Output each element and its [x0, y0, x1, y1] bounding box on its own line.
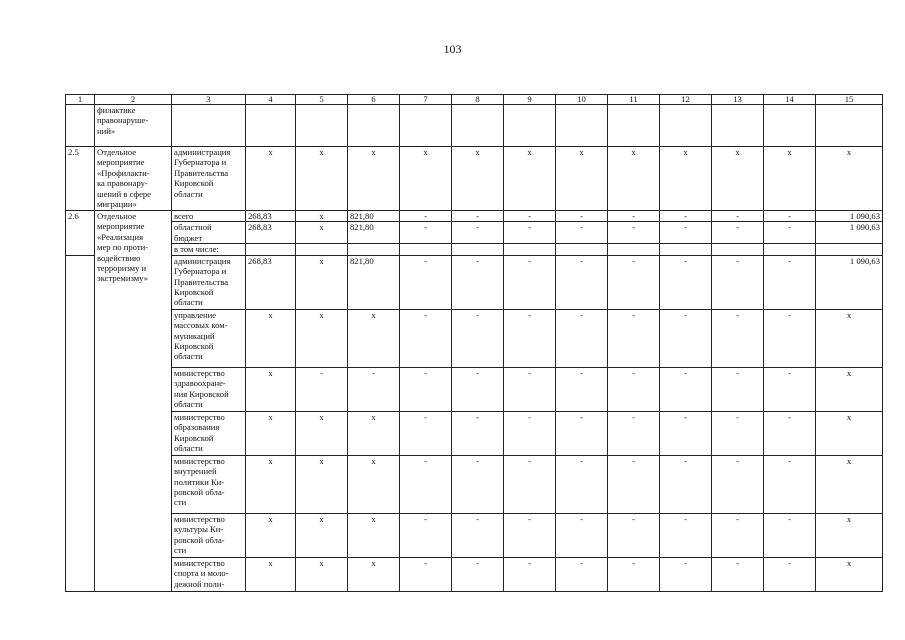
- value-cell: [816, 244, 883, 255]
- value-cell: x: [296, 411, 348, 455]
- value-cell: x: [348, 513, 400, 557]
- budget-table: [65, 94, 883, 592]
- value-cell: -: [504, 211, 556, 222]
- value-cell: -: [712, 367, 764, 411]
- value-cell: -: [764, 255, 816, 309]
- value-cell: -: [504, 309, 556, 367]
- value-cell: -: [400, 411, 452, 455]
- value-cell: x: [246, 455, 296, 513]
- empty-cell: [764, 105, 816, 147]
- value-cell: -: [556, 211, 608, 222]
- value-cell: -: [764, 211, 816, 222]
- column-header: 7: [400, 95, 452, 105]
- row-number-cell: 2.5: [66, 147, 95, 211]
- value-cell: 1 090,63: [816, 211, 883, 222]
- value-cell: -: [764, 367, 816, 411]
- column-header: 12: [660, 95, 712, 105]
- column-header: 11: [608, 95, 660, 105]
- value-cell: [504, 244, 556, 255]
- value-cell: -: [608, 309, 660, 367]
- value-cell: -: [608, 222, 660, 244]
- organization-cell: всего: [172, 211, 246, 222]
- value-cell: -: [400, 222, 452, 244]
- value-cell: [348, 244, 400, 255]
- table-row: [66, 455, 883, 513]
- value-cell: x: [246, 367, 296, 411]
- value-cell: -: [608, 211, 660, 222]
- value-cell: x: [608, 147, 660, 211]
- measure-name-cell: филактике правонаруше- ний»: [95, 105, 172, 147]
- value-cell: -: [764, 513, 816, 557]
- measure-name-cell: Отдельное мероприятие «Реализация мер по проти- водействию терроризму и экстремизму»: [95, 211, 172, 592]
- value-cell: -: [764, 309, 816, 367]
- value-cell: x: [296, 222, 348, 244]
- value-cell: -: [556, 513, 608, 557]
- empty-cell: [246, 105, 296, 147]
- value-cell: -: [452, 222, 504, 244]
- organization-cell: областной бюджет: [172, 222, 246, 244]
- value-cell: x: [556, 147, 608, 211]
- value-cell: x: [246, 309, 296, 367]
- empty-cell: [712, 105, 764, 147]
- value-cell: -: [296, 367, 348, 411]
- organization-cell: в том числе:: [172, 244, 246, 255]
- value-cell: x: [816, 513, 883, 557]
- value-cell: -: [608, 557, 660, 591]
- value-cell: x: [296, 211, 348, 222]
- column-header: 9: [504, 95, 556, 105]
- organization-cell: министерство внутренней политики Ки- ровской обла- сти: [172, 455, 246, 513]
- value-cell: -: [400, 557, 452, 591]
- value-cell: [712, 244, 764, 255]
- value-cell: -: [452, 211, 504, 222]
- value-cell: 821,80: [348, 211, 400, 222]
- organization-cell: администрация Губернатора и Правительства Кировской области: [172, 255, 246, 309]
- value-cell: -: [660, 513, 712, 557]
- value-cell: x: [452, 147, 504, 211]
- table-row: [66, 95, 883, 105]
- table-row: [66, 513, 883, 557]
- value-cell: -: [660, 211, 712, 222]
- empty-cell: [608, 105, 660, 147]
- value-cell: -: [452, 513, 504, 557]
- value-cell: x: [816, 411, 883, 455]
- value-cell: x: [296, 309, 348, 367]
- value-cell: x: [246, 411, 296, 455]
- value-cell: -: [660, 411, 712, 455]
- value-cell: x: [816, 367, 883, 411]
- value-cell: -: [452, 557, 504, 591]
- column-header: 3: [172, 95, 246, 105]
- value-cell: [764, 244, 816, 255]
- empty-cell: [348, 105, 400, 147]
- value-cell: x: [296, 255, 348, 309]
- table-row: [66, 222, 883, 244]
- value-cell: [400, 244, 452, 255]
- value-cell: -: [400, 455, 452, 513]
- value-cell: -: [504, 255, 556, 309]
- value-cell: -: [452, 455, 504, 513]
- value-cell: x: [348, 557, 400, 591]
- empty-cell: [504, 105, 556, 147]
- value-cell: -: [660, 255, 712, 309]
- table-row: [66, 557, 883, 591]
- value-cell: x: [246, 557, 296, 591]
- row-number-cell: 2.6: [66, 211, 95, 256]
- empty-cell: [816, 105, 883, 147]
- value-cell: -: [660, 455, 712, 513]
- value-cell: x: [816, 309, 883, 367]
- empty-cell: [556, 105, 608, 147]
- column-header: 4: [246, 95, 296, 105]
- value-cell: -: [504, 222, 556, 244]
- value-cell: -: [504, 411, 556, 455]
- organization-cell: министерство спорта и моло- дежной поли-: [172, 557, 246, 591]
- value-cell: [556, 244, 608, 255]
- value-cell: -: [712, 513, 764, 557]
- value-cell: x: [296, 147, 348, 211]
- value-cell: -: [556, 309, 608, 367]
- column-header: 13: [712, 95, 764, 105]
- organization-cell: министерство здравоохране- ния Кировской области: [172, 367, 246, 411]
- value-cell: -: [556, 222, 608, 244]
- value-cell: x: [712, 147, 764, 211]
- value-cell: x: [246, 513, 296, 557]
- value-cell: x: [816, 455, 883, 513]
- column-header: 15: [816, 95, 883, 105]
- value-cell: -: [400, 367, 452, 411]
- value-cell: x: [348, 309, 400, 367]
- value-cell: 1 090,63: [816, 222, 883, 244]
- table-row: [66, 309, 883, 367]
- value-cell: -: [608, 455, 660, 513]
- value-cell: -: [608, 367, 660, 411]
- page-number: 103: [443, 42, 462, 56]
- value-cell: -: [764, 455, 816, 513]
- value-cell: -: [660, 557, 712, 591]
- empty-cell: [400, 105, 452, 147]
- organization-cell: министерство образования Кировской области: [172, 411, 246, 455]
- empty-cell: [172, 105, 246, 147]
- value-cell: -: [660, 222, 712, 244]
- value-cell: -: [764, 557, 816, 591]
- value-cell: 821,80: [348, 255, 400, 309]
- value-cell: x: [816, 557, 883, 591]
- value-cell: [660, 244, 712, 255]
- value-cell: x: [246, 147, 296, 211]
- value-cell: 821,80: [348, 222, 400, 244]
- value-cell: x: [348, 411, 400, 455]
- measure-name-cell: Отдельное мероприятие «Профилакти- ка правонару- шений в сфере миграции»: [95, 147, 172, 211]
- value-cell: -: [400, 211, 452, 222]
- column-header: 10: [556, 95, 608, 105]
- empty-cell: [296, 105, 348, 147]
- table-row: [66, 244, 883, 255]
- value-cell: 268,83: [246, 211, 296, 222]
- value-cell: -: [556, 455, 608, 513]
- value-cell: 268,83: [246, 222, 296, 244]
- value-cell: 268,83: [246, 255, 296, 309]
- value-cell: -: [764, 222, 816, 244]
- table-row: [66, 367, 883, 411]
- table-row: [66, 147, 883, 211]
- value-cell: [608, 244, 660, 255]
- value-cell: -: [712, 455, 764, 513]
- value-cell: -: [504, 455, 556, 513]
- value-cell: [246, 244, 296, 255]
- value-cell: -: [712, 557, 764, 591]
- value-cell: -: [400, 513, 452, 557]
- value-cell: -: [556, 557, 608, 591]
- value-cell: -: [660, 367, 712, 411]
- value-cell: -: [504, 513, 556, 557]
- value-cell: -: [452, 411, 504, 455]
- table-row: [66, 211, 883, 222]
- value-cell: x: [296, 557, 348, 591]
- value-cell: -: [608, 513, 660, 557]
- value-cell: x: [348, 147, 400, 211]
- empty-cell: [452, 105, 504, 147]
- value-cell: -: [400, 309, 452, 367]
- column-header: 8: [452, 95, 504, 105]
- value-cell: x: [504, 147, 556, 211]
- value-cell: -: [504, 367, 556, 411]
- table-row: [66, 411, 883, 455]
- value-cell: -: [452, 367, 504, 411]
- value-cell: x: [296, 513, 348, 557]
- value-cell: -: [712, 222, 764, 244]
- row-number-cell: [66, 255, 95, 591]
- value-cell: [296, 244, 348, 255]
- table-row: [66, 255, 883, 309]
- value-cell: -: [452, 255, 504, 309]
- empty-cell: [660, 105, 712, 147]
- value-cell: -: [556, 411, 608, 455]
- column-header: 1: [66, 95, 95, 105]
- value-cell: -: [712, 411, 764, 455]
- value-cell: -: [608, 411, 660, 455]
- value-cell: -: [764, 411, 816, 455]
- value-cell: -: [348, 367, 400, 411]
- column-header: 5: [296, 95, 348, 105]
- value-cell: x: [348, 455, 400, 513]
- value-cell: x: [400, 147, 452, 211]
- value-cell: -: [608, 255, 660, 309]
- value-cell: -: [400, 255, 452, 309]
- value-cell: -: [712, 211, 764, 222]
- value-cell: x: [660, 147, 712, 211]
- column-header: 14: [764, 95, 816, 105]
- value-cell: x: [296, 455, 348, 513]
- value-cell: -: [504, 557, 556, 591]
- value-cell: -: [452, 309, 504, 367]
- column-header: 2: [95, 95, 172, 105]
- value-cell: -: [660, 309, 712, 367]
- value-cell: 1 090,63: [816, 255, 883, 309]
- value-cell: x: [764, 147, 816, 211]
- organization-cell: министерство культуры Ки- ровской обла- сти: [172, 513, 246, 557]
- column-header: 6: [348, 95, 400, 105]
- value-cell: -: [556, 255, 608, 309]
- value-cell: -: [556, 367, 608, 411]
- value-cell: [452, 244, 504, 255]
- value-cell: -: [712, 309, 764, 367]
- value-cell: x: [816, 147, 883, 211]
- organization-cell: администрация Губернатора и Правительства Кировской области: [172, 147, 246, 211]
- row-number-cell: [66, 105, 95, 147]
- table-row: [66, 105, 883, 147]
- organization-cell: управление массовых ком- муникаций Кировской области: [172, 309, 246, 367]
- value-cell: -: [712, 255, 764, 309]
